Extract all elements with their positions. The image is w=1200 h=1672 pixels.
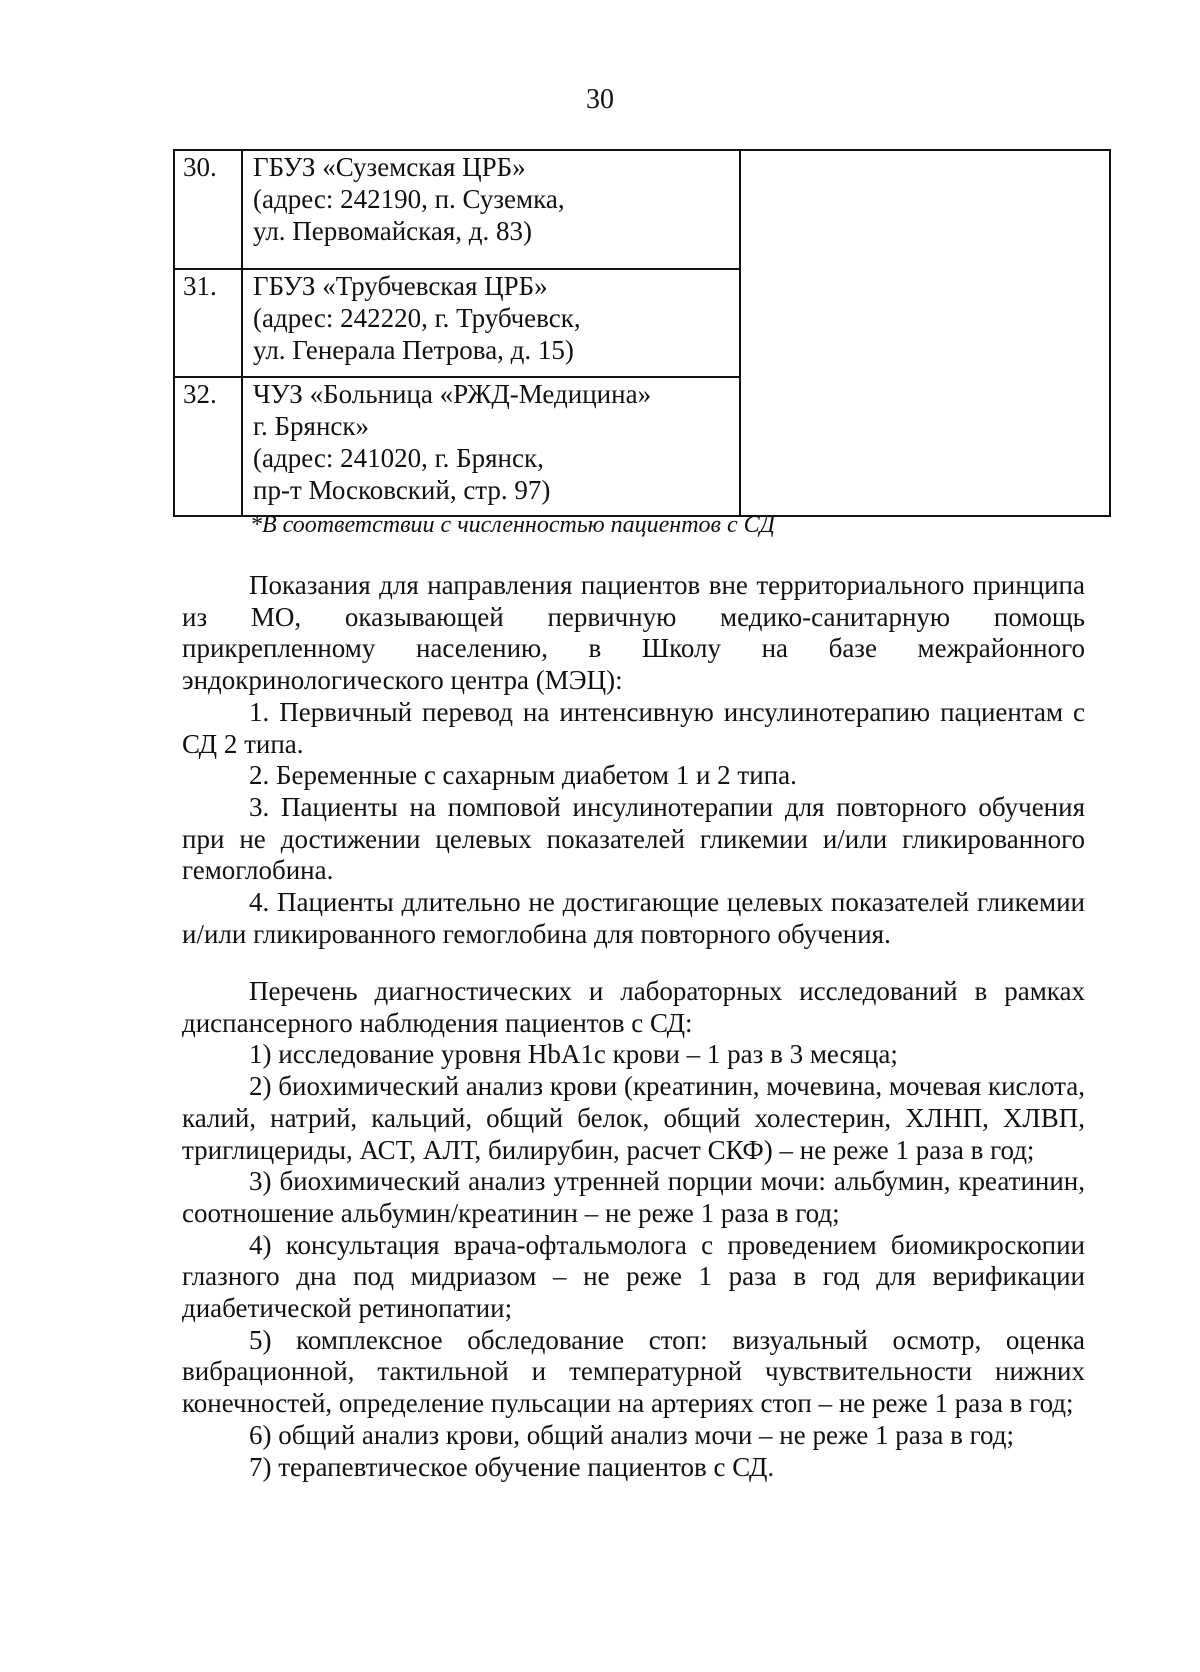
list-item: 6) общий анализ крови, общий анализ мочи – не реже 1 раза в год; bbox=[249, 1419, 1015, 1450]
organization-line: (адрес: 242190, п. Суземка, bbox=[253, 184, 565, 214]
organization-line: ГБУЗ «Суземская ЦРБ» bbox=[253, 152, 526, 182]
list-item: 2. Беременные с сахарным диабетом 1 и 2 типа. bbox=[249, 760, 797, 791]
list-item: 1) исследование уровня HbA1c крови – 1 раз в 3 месяца; bbox=[249, 1039, 898, 1070]
row-number: 31. bbox=[174, 269, 242, 377]
organization-line: ЧУЗ «Больница «РЖД-Медицина» bbox=[253, 379, 652, 409]
indications-intro: Показания для направления пациентов вне территориального принципа из МО, оказывающей первичную медико-санитарную помощь прикрепленному населению, в Школу на базе межрайонного эндокринологического центра (МЭЦ): bbox=[182, 570, 1085, 696]
table-row bbox=[174, 150, 1110, 269]
organization-line: г. Брянск» bbox=[253, 411, 370, 441]
organization-line: ГБУЗ «Трубчевская ЦРБ» bbox=[253, 271, 548, 301]
row-number: 32. bbox=[174, 377, 242, 516]
organization-line: пр-т Московский, стр. 97) bbox=[253, 475, 551, 505]
organization-cell bbox=[242, 150, 740, 269]
organization-line: ул. Генерала Петрова, д. 15) bbox=[253, 335, 574, 365]
organization-cell bbox=[242, 269, 740, 377]
organization-cell bbox=[242, 377, 740, 516]
list-item: 4. Пациенты длительно не достигающие целевых показателей гликемии и/или гликированного гемоглобина для повторного обучения. bbox=[182, 887, 1085, 949]
indications-section bbox=[182, 570, 1085, 950]
organization-line: (адрес: 242220, г. Трубчевск, bbox=[253, 303, 581, 333]
empty-merged-cell bbox=[740, 150, 1110, 516]
list-item: 2) биохимический анализ крови (креатинин, мочевина, мочевая кислота, калий, натрий, кальций, общий белок, общий холестерин, ХЛНП, ХЛВП, триглицериды, АСТ, АЛТ, билирубин, расчет СКФ) – не реже 1 раза в год; bbox=[182, 1071, 1085, 1165]
list-item: 3) биохимический анализ утренней порции мочи: альбумин, креатинин, соотношение альбумин/креатинин – не реже 1 раза в год; bbox=[182, 1166, 1085, 1228]
table-footnote: *В соответствии с численностью пациентов с СД bbox=[250, 512, 775, 538]
row-number: 30. bbox=[174, 150, 242, 269]
list-item: 4) консультация врача-офтальмолога с проведением биомикроскопии глазного дна под мидриазом – не реже 1 раза в год для верификации диабетической ретинопатии; bbox=[182, 1229, 1085, 1324]
organization-line: ул. Первомайская, д. 83) bbox=[253, 216, 532, 246]
list-item: 7) терапевтическое обучение пациентов с СД. bbox=[249, 1451, 775, 1482]
studies-intro: Перечень диагностических и лабораторных исследований в рамках диспансерного наблюдения пациентов с СД: bbox=[182, 976, 1085, 1038]
studies-section bbox=[182, 976, 1085, 1483]
list-item: 5) комплексное обследование стоп: визуальный осмотр, оценка вибрационной, тактильной и температурной чувствительности нижних конечностей, определение пульсации на артериях стоп – не реже 1 раза в год; bbox=[182, 1324, 1085, 1419]
list-item: 1. Первичный перевод на интенсивную инсулинотерапию пациентам с СД 2 типа. bbox=[182, 696, 1085, 759]
medical-organizations-table bbox=[173, 149, 1111, 517]
list-item: 3. Пациенты на помповой инсулинотерапии для повторного обучения при не достижении целевых показателей гликемии и/или гликированного гемоглобина. bbox=[182, 791, 1085, 886]
page-number: 30 bbox=[586, 84, 614, 115]
organization-line: (адрес: 241020, г. Брянск, bbox=[253, 443, 544, 473]
